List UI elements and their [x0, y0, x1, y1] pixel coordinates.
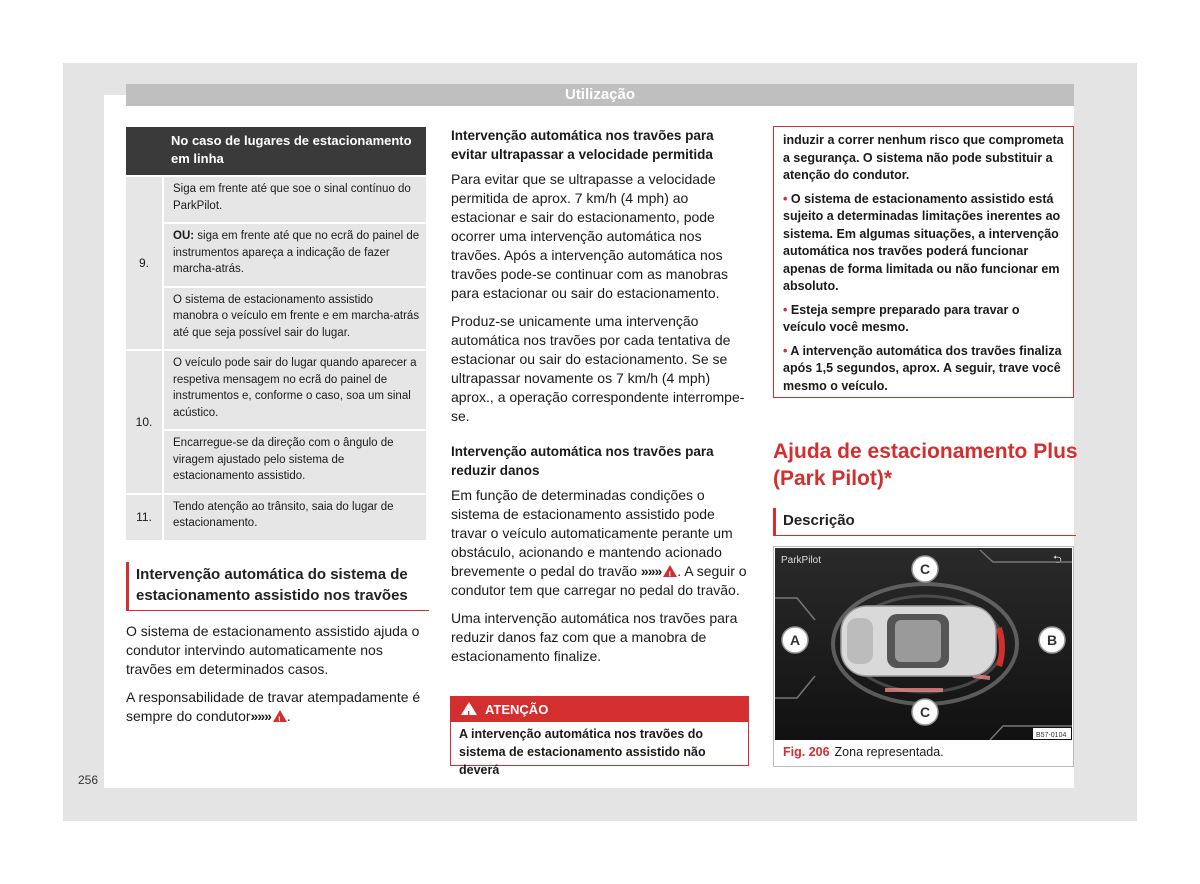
paragraph: Uma intervenção automática nos travões para reduzir danos faz com que a manobra de estacionamento finalize. — [451, 610, 738, 664]
warning-bullet — [783, 191, 1065, 296]
back-icon: ⮌ — [1053, 553, 1062, 566]
warning-bullet — [783, 302, 1065, 337]
middle-column — [451, 127, 751, 675]
warning-triangle-icon — [461, 702, 477, 715]
paragraph-end: . — [286, 708, 291, 724]
bullet-icon: • — [783, 191, 788, 206]
paragraph: Produz-se unicamente uma intervenção automática nos travões por cada tentativa de estacionar ou sair do estacionamento. Se se ultrapassar novamente os 7 km/h (4 mph) aprox., a operação correspondente interrompe-se. — [451, 313, 745, 424]
chapter-header: Utilização — [126, 84, 1074, 106]
step-text: O veículo pode sair do lugar quando aparecer a respetiva mensagem no ecrã do painel de instrumentos e, conforme o caso, soa um sinal acústico. — [162, 349, 426, 429]
step-text: Tendo atenção ao trânsito, saia do lugar de estacionamento. — [162, 493, 426, 540]
description-heading-rule — [776, 535, 1076, 536]
paragraph — [126, 688, 428, 726]
bullet-text: A intervenção automática dos travões finaliza após 1,5 segundos, aprox. A seguir, trave você mesmo o veículo. — [783, 343, 1062, 393]
bullet-text: O sistema de estacionamento assistido está sujeito a determinadas limitações inerentes ao sistema. Em algumas situações, a intervenção automática nos travões poderá funcionar apenas de forma limitada ou não funcionar em absoluto. — [783, 191, 1061, 293]
figure-206 — [773, 546, 1074, 767]
step-text-rest: siga em frente até que no ecrã do painel de instrumentos apareça a indicação de fazer marcha-atrás. — [173, 230, 420, 275]
paragraph-text: . A seguir o condutor tem que carregar no pedal do travão. — [451, 563, 747, 598]
step-number: 9. — [126, 175, 162, 349]
bullet-icon: • — [783, 302, 788, 317]
table-row — [126, 349, 426, 429]
table-row — [126, 429, 426, 493]
subheading: Intervenção automática nos travões para reduzir danos — [451, 444, 714, 478]
step-text — [162, 222, 426, 286]
warning-continuation-box — [773, 126, 1074, 398]
step-text-bold: OU: — [173, 230, 195, 242]
page-number: 256 — [78, 773, 99, 787]
car-icon — [841, 606, 996, 676]
screen-title: ParkPilot — [781, 555, 822, 566]
bullet-text: Esteja sempre preparado para travar o veículo você mesmo. — [783, 302, 1020, 334]
section-heading — [126, 562, 429, 611]
warning-text: A intervenção automática nos travões do sistema de estacionamento assistido não deverá — [459, 727, 706, 777]
warning-triangle-icon — [273, 710, 287, 722]
paragraph: O sistema de estacionamento assistido ajuda o condutor intervindo automaticamente nos travões em determinados casos. — [126, 623, 420, 677]
table-row — [126, 493, 426, 540]
warning-bullet — [783, 343, 1065, 396]
step-text: O sistema de estacionamento assistido manobra o veículo em frente e em marcha-atrás até que seja possível sair do lugar. — [162, 286, 426, 350]
warning-bar — [451, 697, 748, 722]
label-b — [1039, 627, 1065, 653]
parkpilot-screen-image — [775, 548, 1072, 740]
svg-text:C: C — [919, 561, 931, 577]
paragraph — [451, 486, 751, 600]
warning-box-atencao — [450, 696, 749, 777]
description-heading-text: Descrição — [783, 512, 855, 529]
section-title: Ajuda de estacionamento Plus (Park Pilot)* — [773, 440, 1078, 490]
label-c-top — [912, 556, 938, 582]
label-a — [782, 627, 808, 653]
step-text: Siga em frente até que soe o sinal contínuo do ParkPilot. — [162, 175, 426, 222]
figure-code: B57-0104 — [1036, 732, 1067, 739]
table-header-row — [126, 127, 426, 175]
paragraph-text: A responsabilidade de travar atempadamente é sempre do condutor — [126, 689, 421, 724]
table-row — [126, 175, 426, 222]
svg-text:A: A — [789, 632, 801, 648]
table-header-num — [126, 127, 162, 175]
warning-label: ATENÇÃO — [485, 702, 549, 717]
table-header-title: No caso de lugares de estacionamento em linha — [162, 127, 426, 175]
subheading: Intervenção automática nos travões para evitar ultrapassar a velocidade permitida — [451, 128, 714, 162]
description-heading — [773, 508, 1076, 536]
warning-triangle-icon — [663, 565, 677, 577]
bullet-icon: • — [783, 343, 788, 358]
left-body — [126, 622, 428, 735]
section-heading-rule — [129, 610, 429, 611]
svg-text:C: C — [919, 704, 931, 720]
cross-reference-arrows[interactable]: »»» — [640, 563, 662, 579]
figure-caption-text: Zona representada. — [834, 745, 944, 759]
section-heading-text: Intervenção automática do sistema de estacionamento assistido nos travões — [136, 566, 408, 604]
paragraph: Para evitar que se ultrapasse a velocidade permitida de aprox. 7 km/h (4 mph) ao estacionar e sair do estacionamento, pode ocorrer uma intervenção automática nos travões. Após a intervenção automática nos travões pode-se continuar com as manobras para estacionar ou sair do estacionamento. — [451, 171, 729, 301]
steps-table — [126, 127, 426, 540]
figure-label: Fig. 206 — [783, 745, 830, 759]
step-number: 11. — [126, 493, 162, 540]
parkpilot-illustration — [775, 548, 1072, 740]
step-text: Encarregue-se da direção com o ângulo de viragem ajustado pelo sistema de estacionamento assistido. — [162, 429, 426, 493]
cross-reference-arrows[interactable]: »»» — [250, 708, 271, 724]
paragraph-text: Em função de determinadas condições o sistema de estacionamento assistido pode travar o veículo automaticamente perante um obstáculo, acionando e mantendo acionado brevemente o pedal do travão — [451, 487, 733, 579]
figure-caption — [783, 745, 944, 759]
svg-text:B: B — [1046, 632, 1058, 648]
label-c-bottom — [912, 699, 938, 725]
table-row — [126, 222, 426, 286]
warning-paragraph: induzir a correr nenhum risco que comprometa a segurança. O sistema não pode substituir a atenção do condutor. — [783, 133, 1064, 182]
step-number: 10. — [126, 349, 162, 493]
table-row — [126, 286, 426, 350]
